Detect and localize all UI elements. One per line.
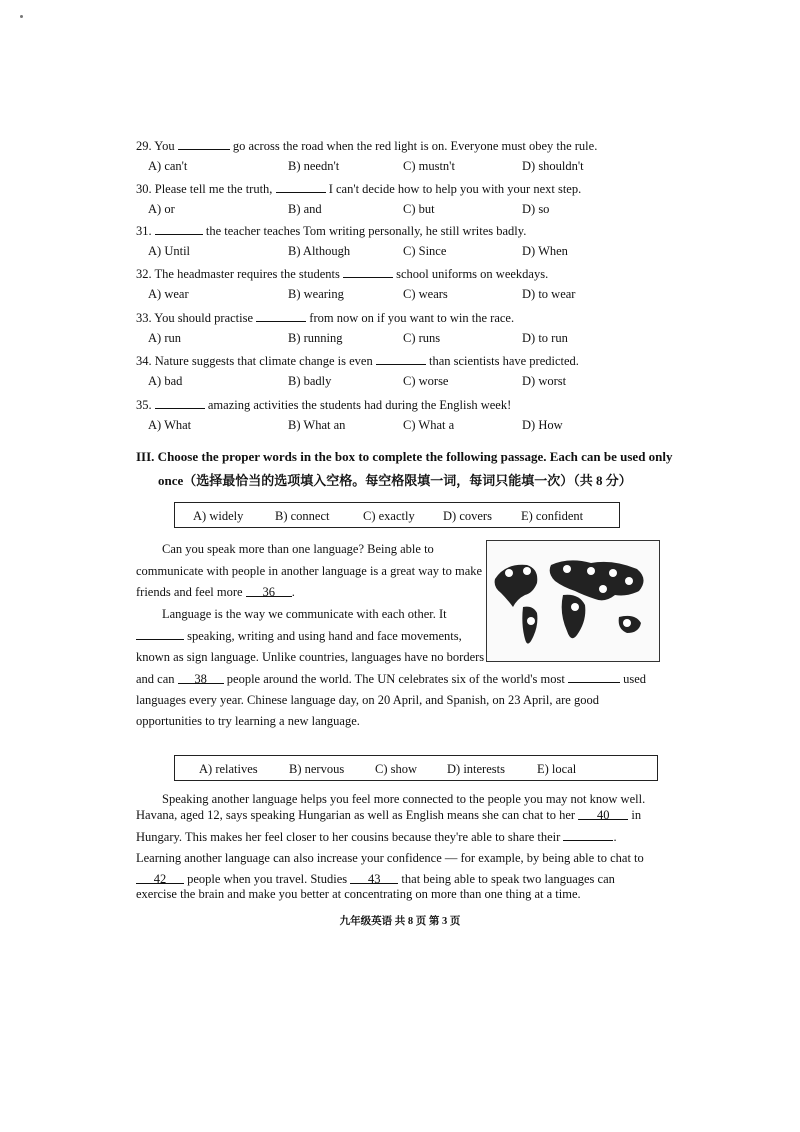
option-d[interactable]: D) worst xyxy=(522,374,567,388)
options-row xyxy=(148,244,668,262)
blank-38[interactable]: 38 xyxy=(178,672,224,684)
question-text: than scientists have predicted. xyxy=(428,354,579,368)
option-a[interactable]: A) What xyxy=(148,418,192,432)
word-option: C) show xyxy=(375,762,418,776)
option-d[interactable]: D) to run xyxy=(522,331,568,345)
blank-43[interactable]: 43 xyxy=(350,872,398,884)
passage2-text: people when you travel. Studies xyxy=(187,872,348,886)
option-b[interactable]: B) needn't xyxy=(288,159,340,173)
passage2-line-with-blank40 xyxy=(136,808,641,823)
scan-speck xyxy=(20,15,23,18)
passage2-text: Havana, aged 12, says speaking Hungarian as well as English means she can chat to her xyxy=(136,808,576,822)
passage2-line: exercise the brain and make you better at concentrating on more than one thing at a time. xyxy=(136,887,581,901)
passage1-line-with-blank37 xyxy=(136,628,462,644)
options-row xyxy=(148,331,668,349)
answer-blank[interactable] xyxy=(155,223,203,235)
options-row xyxy=(148,418,668,436)
world-map-illustration xyxy=(487,541,659,661)
question-35 xyxy=(136,397,511,413)
blank-36[interactable]: 36 xyxy=(246,585,292,597)
blank-39[interactable] xyxy=(568,671,620,683)
options-row xyxy=(148,159,668,177)
option-a[interactable]: A) Until xyxy=(148,244,191,258)
question-number: 29. xyxy=(136,139,152,153)
answer-blank[interactable] xyxy=(178,138,230,150)
section-title-line1: III. Choose the proper words in the box to complete the following passage. Each can be used only xyxy=(136,449,673,464)
option-a[interactable]: A) wear xyxy=(148,287,189,301)
word-option: B) nervous xyxy=(289,762,345,776)
passage1-line: Language is the way we communicate with each other. It xyxy=(162,607,447,621)
question-34 xyxy=(136,353,579,369)
question-text: Nature suggests that climate change is even xyxy=(154,354,373,368)
word-box-2 xyxy=(174,755,658,781)
word-box-1 xyxy=(174,502,620,528)
question-text: You should practise xyxy=(154,311,254,325)
question-30 xyxy=(136,181,581,197)
question-text: You xyxy=(154,139,175,153)
passage1-line-with-blanks xyxy=(136,671,646,687)
question-text: I can't decide how to help you with your next step. xyxy=(328,182,582,196)
question-29 xyxy=(136,138,597,154)
passage1-text: and can xyxy=(136,672,175,686)
option-c[interactable]: C) but xyxy=(403,202,435,216)
blank-41[interactable] xyxy=(563,829,613,841)
passage1-line-with-blank36: friends and feel more 36 . xyxy=(136,585,295,599)
options-row xyxy=(148,202,668,220)
word-option: E) confident xyxy=(521,509,584,523)
passage1-line: communicate with people in another language is a great way to make xyxy=(136,564,483,578)
option-b[interactable]: B) badly xyxy=(288,374,332,388)
question-number: 32. xyxy=(136,267,152,281)
options-row xyxy=(148,287,668,305)
options-row xyxy=(148,374,668,392)
option-d[interactable]: D) When xyxy=(522,244,568,258)
answer-blank[interactable] xyxy=(376,353,426,365)
answer-blank[interactable] xyxy=(276,181,326,193)
passage1-line: languages every year. Chinese language day, on 20 April, and Spanish, on 23 April, are good xyxy=(136,693,599,707)
word-option: A) relatives xyxy=(199,762,258,776)
question-31 xyxy=(136,223,526,239)
option-a[interactable]: A) can't xyxy=(148,159,188,173)
passage1-line: known as sign language. Unlike countries, languages have no borders xyxy=(136,650,485,664)
option-c[interactable]: C) Since xyxy=(403,244,447,258)
answer-blank[interactable] xyxy=(343,266,393,278)
word-option: B) connect xyxy=(275,509,330,523)
passage2-text: Hungary. This makes her feel closer to her cousins because they're able to share their xyxy=(136,830,561,844)
question-text: amazing activities the students had during the English week! xyxy=(207,398,512,412)
option-a[interactable]: A) run xyxy=(148,331,181,345)
passage2-line: Learning another language can also increase your confidence — for example, by being able to chat to xyxy=(136,851,644,865)
option-b[interactable]: B) Although xyxy=(288,244,351,258)
question-text: the teacher teaches Tom writing personally, he still writes badly. xyxy=(205,224,527,238)
page-footer: 九年级英语 共 8 页 第 3 页 xyxy=(339,916,461,927)
option-d[interactable]: D) so xyxy=(522,202,550,216)
option-b[interactable]: B) wearing xyxy=(288,287,344,301)
option-c[interactable]: C) mustn't xyxy=(403,159,455,173)
question-text: go across the road when the red light is on. Everyone must obey the rule. xyxy=(232,139,598,153)
answer-blank[interactable] xyxy=(256,310,306,322)
question-32 xyxy=(136,266,548,282)
option-d[interactable]: D) shouldn't xyxy=(522,159,584,173)
blank-40[interactable]: 40 xyxy=(578,808,628,820)
passage1-text: speaking, writing and using hand and face movements, xyxy=(187,629,462,643)
question-text: from now on if you want to win the race. xyxy=(309,311,515,325)
question-number: 30. xyxy=(136,182,152,196)
option-b[interactable]: B) What an xyxy=(288,418,346,432)
question-text: The headmaster requires the students xyxy=(154,267,340,281)
word-option: D) interests xyxy=(447,762,505,776)
world-map-image xyxy=(486,540,660,662)
word-option: D) covers xyxy=(443,509,492,523)
passage1-line: opportunities to try learning a new language. xyxy=(136,714,360,728)
passage2-line-with-blank41: Hungary. This makes her feel closer to her cousins because they're able to share their . xyxy=(136,830,617,844)
question-text: Please tell me the truth, xyxy=(154,182,273,196)
option-a[interactable]: A) or xyxy=(148,202,175,216)
option-c[interactable]: C) runs xyxy=(403,331,441,345)
option-c[interactable]: C) What a xyxy=(403,418,455,432)
passage1-text: people around the world. The UN celebrates six of the world's most xyxy=(226,672,565,686)
question-number: 31. xyxy=(136,224,152,238)
passage1-text: friends and feel more xyxy=(136,585,243,599)
question-number: 33. xyxy=(136,311,152,325)
option-c[interactable]: C) wears xyxy=(403,287,448,301)
section-title-line2: once（选择最恰当的选项填入空格。每空格限填一词，每词只能填一次）（共 8 分） xyxy=(158,473,632,488)
passage2-text: that being able to speak two languages can xyxy=(401,872,615,886)
word-option: A) widely xyxy=(193,509,244,523)
option-c[interactable]: C) worse xyxy=(403,374,449,388)
blank-42[interactable]: 42 xyxy=(136,872,184,884)
option-d[interactable]: D) How xyxy=(522,418,563,432)
option-a[interactable]: A) bad xyxy=(148,374,183,388)
option-b[interactable]: B) running xyxy=(288,331,343,345)
question-33 xyxy=(136,310,514,326)
answer-blank[interactable] xyxy=(155,397,205,409)
question-number: 34. xyxy=(136,354,152,368)
word-option: E) local xyxy=(537,762,577,776)
word-option: C) exactly xyxy=(363,509,415,523)
passage2-line-with-blanks xyxy=(136,872,615,887)
option-d[interactable]: D) to wear xyxy=(522,287,576,301)
passage2-text: in xyxy=(631,808,642,822)
option-b[interactable]: B) and xyxy=(288,202,322,216)
blank-37[interactable] xyxy=(136,628,184,640)
question-text: school uniforms on weekdays. xyxy=(396,267,549,281)
passage2-line: Speaking another language helps you feel more connected to the people you may not know well. xyxy=(162,792,646,806)
passage1-text: used xyxy=(623,672,647,686)
question-number: 35. xyxy=(136,398,152,412)
passage1-line: Can you speak more than one language? Being able to xyxy=(162,542,434,556)
